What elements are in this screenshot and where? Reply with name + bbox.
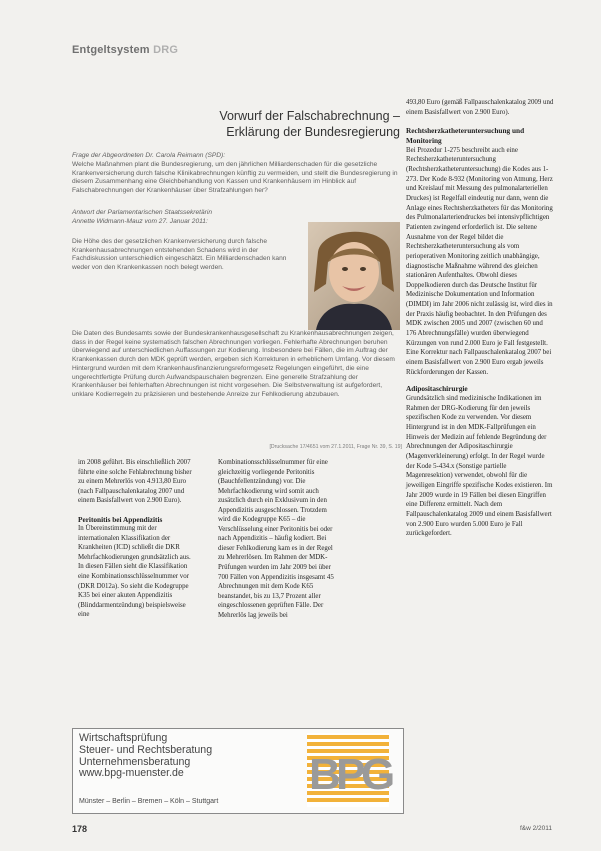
answer-heading-line-1: Antwort der Parlamentarischen Staatssekretärin: [72, 209, 212, 216]
answer-heading: [72, 209, 302, 226]
heading-right-heart-catheter: Rechtsherzkatheteruntersuchung und Monitoring: [406, 126, 525, 145]
lower-mid-column: [218, 458, 338, 620]
answer-body: Die Daten des Bundesamts sowie der Bundeskrankenhausgesellschaft zu Krankenhausabrechnungen zeigen, dass in der Regel keine systematisch falschen Abrechnungen vorliegen. Fehlerhafte Abrechnungen beruhen überwiegend auf unterschiedlichen Auffassungen zur Kodierung. Insbesondere bei Fällen, die im Auftrag der Krankenkassen durch den MDK geprüft werden, ergeben sich Korrekturen in erheblichem Umfang. Vor diesem Hintergrund wurden mit dem Krankenhausfinanzierungsreformgesetz Regelungen eingeführt, die eine ungerechtfertigte Prüfung durch Aufwandspauschalen begrenzen. Eine generelle Strafzahlung der Krankenhäuser bei fehlerhaften Abrechnungen ist nicht vorgesehen. Die Selbstverwaltung ist aufgefordert, unklare Kodierregeln zu präzisieren und bestehende Anreize zur Fehlkodierung abzubauen.: [72, 330, 395, 398]
question-heading: Frage der Abgeordneten Dr. Carola Reimann (SPD):: [72, 152, 226, 159]
lower-left-body: In Übereinstimmung mit der internationalen Klassifikation der Krankheiten (ICD) schließt die DKR Mehrfachkodierungen grundsätzlich aus. In diesen Fällen sieht die Klassifikation eine Kombinationsschlüsselnummer vor (DKR D012a). So sieht die Kodegruppe K35 bei einer akuten Appendizitis (Blinddarmentzündung) beispielsweise eine: [78, 525, 191, 619]
article-title: [170, 108, 400, 140]
source-reference: [Drucksache 17/4651 vom 27.1.2011, Frage Nr. 39, S. 19]: [269, 444, 402, 450]
answer-body-first: Die Höhe des der gesetzlichen Krankenversicherung durch falsche Krankenhausabrechnungen entstehenden Schadens wird in der Fachdiskussion unterschiedlich eingeschätzt. Ein Milliardenschaden kann weder von den Krankenkassen noch belegt werden.: [72, 238, 287, 272]
lower-left-intro: im 2008 geführt. Bis einschließlich 2007 führte eine solche Fehlabrechnung bisher zu einem Mehrerlös von 4.913,80 Euro (nach Fallpauschalenkatalog 2007 und einem Basisfallwert von 2.900 Euro).: [78, 459, 192, 505]
issue-label: f&w 2/2011: [520, 825, 553, 832]
portrait-photo: [308, 222, 400, 330]
page-number: 178: [72, 824, 88, 834]
lower-left-column: [78, 458, 194, 620]
logo-letter-g: G: [361, 750, 396, 799]
answer-heading-line-2: Annette Widmann-Mauz vom 27. Januar 2011:: [72, 217, 208, 225]
heading-peritonitis: Peritonitis bei Appendizitis: [78, 514, 163, 524]
right-column: [406, 98, 554, 539]
ad-website-link[interactable]: www.bpg-muenster.de: [79, 767, 184, 780]
ad-cities: Münster – Berlin – Bremen – Köln – Stuttgart: [79, 798, 219, 805]
right-column-intro: 493,80 Euro (gemäß Fallpauschalenkatalog 2009 und einem Basisfallwert von 2.900 Euro).: [406, 99, 554, 116]
title-line-2: Erklärung der Bundesregierung: [226, 125, 400, 139]
right-column-body: Bei Prozedur 1-275 beschreibt auch eine Rechtsherzkatheteruntersuchung (Rechtsherzkatheteruntersuchung) die Kodes aus 1-273. Der Kode 8-932 (Monitoring von Atmung, Herz und Kreislauf mit Messung des pulmonalarteriellen Druckes) ist Regelfall eindeutig nur dann, wenn die Anlage eines Rechtsherzkatheters für das Monitoring des Pulmonalarteriendruckes bei intensivpflichtigen Patienten zwingend erforderlich ist. Die seltene Ausnahme von der Regel bildet die Rechtsherzkatheteruntersuchung als vom perioperativen Monitoring zeitlich unabhängige, diagnostische Maßnahme während des gleichen stationären Aufenthaltes. Obwohl dieses Doppelkodieren durch das Deutsche Institut für Medizinische Dokumentation und Information (DIMDI) im Jahr 2006 nicht zulässig ist, wird dies in der Praxis häufig beobachtet. In den Prüfungen des MDK zwischen 2005 und 2007 (zwischen 60 und 176 Abrechnungsfälle) wurden überwiegend Kürzungen von rund 2.000 Euro je Fall festgestellt. Eine Korrektur nach Fallpauschalenkatalog 2007 bei einem Basisfallwert von 2.900 Euro ergab jeweils Rückforderungen der Kassen.: [406, 146, 553, 376]
title-line-1: Vorwurf der Falschabrechnung –: [219, 109, 400, 123]
section-accent: DRG: [153, 44, 179, 56]
portrait-image: [308, 222, 400, 330]
ad-line-2: Steuer- und Rechtsberatung: [79, 743, 213, 756]
logo-letter-b: B: [309, 750, 341, 799]
bpg-logo-graphic: [307, 733, 396, 807]
bpg-logo: [307, 733, 396, 807]
advertisement[interactable]: [72, 728, 404, 814]
logo-letter-p: P: [336, 750, 366, 799]
section-label: [72, 44, 178, 56]
ad-line-3: Unternehmensberatung: [79, 755, 191, 768]
right-column-body-2: Grundsätzlich sind medizinische Indikationen im Rahmen der DRG-Kodierung für den jeweils spezifischen Kode zu verwenden. Vor diesem Hintergrund ist in den MDK-Fallprüfungen ein Hinweis der Medizin auf fehlende Begründung der Abrechnungen der Adipositaschirurgie (Magenverkleinerung) erfolgt. In der Regel wurde der Kode 5-434.x (Sonstige partielle Magenresektion) verwendet, obwohl für die jeweiligen Eingriffe spezifische Kodes existieren. Im Jahr 2009 wurde in 19 Fällen bei diesen Eingriffen eine Differenz ermittelt. Nach dem Fallpauschalenkatalog 2009 und einem Basisfallwert von 2.900 Euro wurden 5.000 Euro je Fall zurückgefordert.: [406, 395, 553, 538]
question-text: Welche Maßnahmen plant die Bundesregierung, um den jährlichen Milliardenschaden für die gesetzliche Krankenversicherung durch falsche Klinikabrechnungen künftig zu vermeiden, und stellt die Bundesregierung in diesem Zusammenhang eine Gleichbehandlung von Kassen und Krankenhäusern im Hinblick auf Falschabrechnungen der Krankenhäuser über Strafzahlungen her?: [72, 161, 398, 195]
heading-adipositas: Adipositaschirurgie: [406, 384, 468, 394]
ad-text: [79, 733, 212, 780]
section-name: Entgeltsystem: [72, 44, 150, 56]
lower-mid-body: Kombinationsschlüsselnummer für eine gleichzeitig vorliegende Peritonitis (Bauchfellentzündung) vor. Die Mehrfachkodierung wird somit auch zusätzlich durch ein Exklusivum in den Appendizitis ausgeschlossen. Trotzdem wird die Kodegruppe K65 – die Verschlüsselung einer Peritonitis bei oder nach Appendizitis – häufig kodiert. Bei dieser Fehlkodierung kam es in der Regel zu Mehrerlösen. Im Rahmen der MDK-Prüfungen wurden im Jahr 2009 bei über 700 Fällen von Appendizitis insgesamt 45 Abrechnungen mit dem Kode K65 beanstandet, bis zu 13,7 Prozent aller eingeschlossenen geprüften Fälle. Der Mehrerlös lag jeweils bei: [218, 459, 334, 619]
ad-line-1: Wirtschaftsprüfung: [79, 732, 168, 744]
